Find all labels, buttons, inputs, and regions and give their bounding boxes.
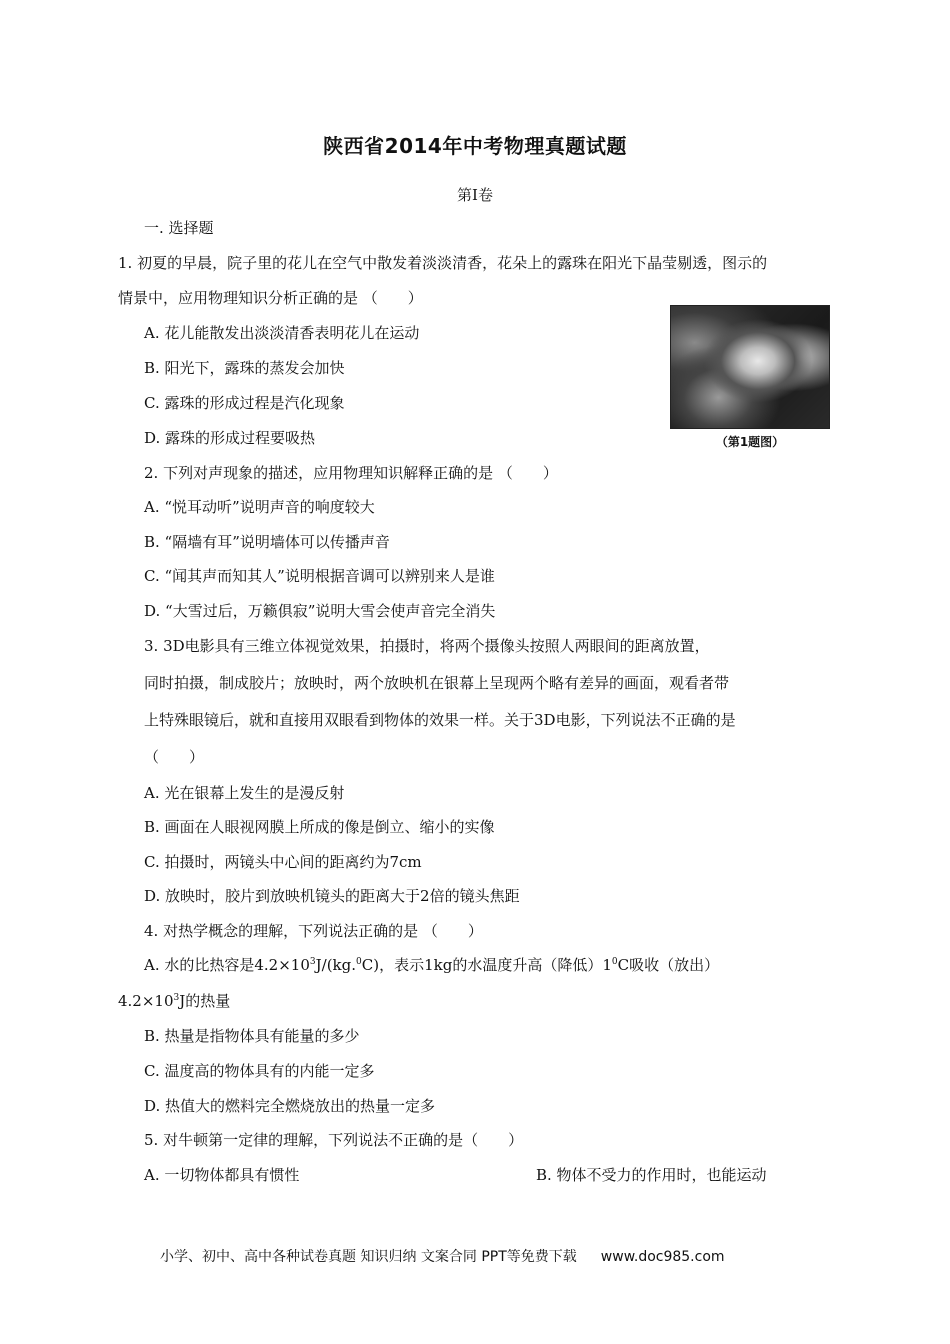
q1-stem-line1: 1. 初夏的早晨，院子里的花儿在空气中散发着淡淡清香，花朵上的露珠在阳光下晶莹剔透，图示的 (118, 254, 768, 272)
page-footer (160, 1246, 725, 1266)
section-heading: 一. 选择题 (144, 219, 214, 237)
q5-stem: 5. 对牛顿第一定律的理解，下列说法不正确的是（ ） (144, 1131, 524, 1149)
q3-option-a: A. 光在银幕上发生的是漫反射 (144, 784, 345, 802)
q3-stem-line2: 同时拍摄，制成胶片；放映时，两个放映机在银幕上呈现两个略有差异的画面，观看者带 (144, 674, 730, 692)
q3-option-d: D. 放映时，胶片到放映机镜头的距离大于2倍的镜头焦距 (144, 887, 520, 905)
q4-option-a: A. 水的比热容是$4.2\times 10^3J/(kg.^0C)$，表示1kg的水温度升高（降低）$1^0C$吸收（放出） (144, 956, 720, 974)
q2-option-a: A. “悦耳动听”说明声音的响度较大 (144, 498, 375, 516)
q4-stem: 4. 对热学概念的理解，下列说法正确的是 （ ） (144, 922, 483, 940)
q4-option-a-continued: $4.2\times 10^3J$的热量 (118, 992, 231, 1010)
q4-option-d: D. 热值大的燃料完全燃烧放出的热量一定多 (144, 1097, 436, 1115)
q1-option-c: C. 露珠的形成过程是汽化现象 (144, 394, 345, 412)
q3-option-b: B. 画面在人眼视网膜上所成的像是倒立、缩小的实像 (144, 818, 495, 836)
footer-text: 小学、初中、高中各种试卷真题 知识归纳 文案合同 PPT等免费下载 (160, 1249, 577, 1265)
q3-stem-line3: 上特殊眼镜后，就和直接用双眼看到物体的效果一样。关于3D电影，下列说法不正确的是 (144, 711, 736, 729)
flower-dew-photo (670, 305, 830, 429)
q2-option-d: D. “大雪过后，万籁俱寂”说明大雪会使声音完全消失 (144, 602, 496, 620)
figure-caption: （第1题图） (715, 435, 785, 449)
q3-stem-line4: （ ） (144, 748, 205, 766)
q5-option-a: A. 一切物体都具有惯性 (144, 1166, 300, 1184)
q2-option-b: B. “隔墙有耳”说明墙体可以传播声音 (144, 533, 390, 551)
q1-option-d: D. 露珠的形成过程要吸热 (144, 429, 316, 447)
q1-stem-line2: 情景中，应用物理知识分析正确的是 （ ） (118, 289, 423, 307)
q3-option-c: C. 拍摄时，两镜头中心间的距离约为7cm (144, 853, 422, 871)
q2-option-c: C. “闻其声而知其人”说明根据音调可以辨别来人是谁 (144, 567, 495, 585)
q4-option-b: B. 热量是指物体具有能量的多少 (144, 1027, 360, 1045)
q2-stem: 2. 下列对声现象的描述，应用物理知识解释正确的是 （ ） (144, 464, 558, 482)
footer-url[interactable]: www.doc985.com (600, 1249, 725, 1265)
q5-option-b: B. 物体不受力的作用时，也能运动 (536, 1166, 767, 1184)
q3-stem-line1: 3. 3D电影具有三维立体视觉效果，拍摄时，将两个摄像头按照人两眼间的距离放置， (144, 637, 710, 655)
volume-label: 第Ⅰ卷 (457, 186, 493, 204)
q4-option-c: C. 温度高的物体具有的内能一定多 (144, 1062, 375, 1080)
q1-option-a: A. 花儿能散发出淡淡清香表明花儿在运动 (144, 324, 420, 342)
q1-figure (670, 305, 830, 453)
q1-option-b: B. 阳光下，露珠的蒸发会加快 (144, 359, 345, 377)
page-title: 陕西省2014年中考物理真题试题 (323, 134, 627, 158)
